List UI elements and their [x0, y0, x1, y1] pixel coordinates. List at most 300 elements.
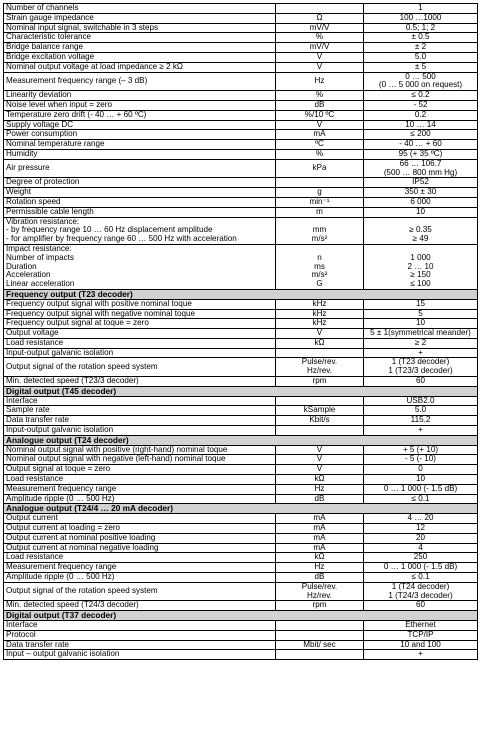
value-cell: [364, 377, 478, 387]
value-cell: [364, 52, 478, 62]
unit-text: Kbit/s: [309, 415, 330, 425]
param-cell: [4, 23, 276, 33]
param-text: Number of channels: [6, 3, 79, 12]
spec-row: [4, 406, 478, 416]
spec-row: [4, 23, 478, 33]
value-text: 2 … 10: [407, 261, 434, 271]
unit-cell: [276, 120, 364, 130]
section-title: [4, 611, 478, 621]
unit-cell: [276, 348, 364, 358]
unit-cell: [276, 329, 364, 339]
param-cell: [4, 630, 276, 640]
param-cell: [4, 445, 276, 455]
param-text: Nominal output signal with negative (left-hand) nominal toque: [6, 454, 226, 464]
unit-cell: [276, 188, 364, 198]
param-text: Input-output galvanic isolation: [6, 425, 114, 435]
value-text: 10: [415, 318, 425, 328]
param-cell: [4, 120, 276, 130]
param-text: - for amplifier by frequency range 60 … 500 Hz with acceleration: [6, 234, 237, 244]
value-text: 0 … 500: [405, 72, 436, 81]
value-text: + 5 (+ 10): [402, 445, 439, 454]
unit-cell: [276, 13, 364, 23]
param-text: Data transfer rate: [6, 415, 69, 425]
value-cell: [364, 43, 478, 53]
param-text: Output current at nominal positive loading: [6, 533, 156, 542]
value-cell: [364, 640, 478, 650]
value-text: 350 ± 30: [404, 187, 437, 197]
spec-row: [4, 130, 478, 140]
value-text: 4 … 20: [407, 513, 434, 523]
section-header: [4, 289, 478, 299]
value-text: 115.2: [410, 415, 431, 425]
unit-text: V: [316, 328, 323, 338]
unit-text: V: [316, 52, 323, 61]
spec-row: [4, 358, 478, 377]
unit-text: %: [315, 149, 324, 158]
param-text: Input-output galvanic isolation: [6, 348, 114, 357]
param-cell: [4, 43, 276, 53]
param-text: Min. detected speed (T23/3 decoder): [6, 376, 139, 386]
unit-text: kPa: [312, 163, 327, 173]
param-cell: [4, 207, 276, 217]
spec-row: [4, 178, 478, 188]
param-text: Rotation speed: [6, 197, 61, 206]
unit-text: mV/V: [309, 42, 330, 52]
value-cell: [364, 91, 478, 101]
unit-cell: [276, 543, 364, 553]
param-text: Nominal temperature range: [6, 139, 105, 149]
unit-cell: [276, 484, 364, 494]
value-text: 15: [415, 299, 425, 308]
value-text: 60: [415, 600, 425, 610]
param-text: Impact resistance:: [6, 244, 72, 253]
value-cell: [364, 533, 478, 543]
unit-cell: [276, 416, 364, 426]
unit-cell: [276, 110, 364, 120]
value-cell: [364, 426, 478, 436]
spec-row: [4, 475, 478, 485]
spec-row: [4, 217, 478, 244]
value-text: 0 … 1 000 (- 1.5 dB): [383, 562, 458, 572]
value-text: 66 … 106.7: [399, 159, 442, 168]
unit-cell: [276, 533, 364, 543]
section-title: [4, 289, 478, 299]
spec-row: [4, 52, 478, 62]
spec-row: [4, 377, 478, 387]
param-text: Bridge excitation voltage: [6, 52, 95, 61]
value-cell: [364, 62, 478, 72]
param-cell: [4, 178, 276, 188]
param-text: Amplitude ripple (0 … 500 Hz): [6, 494, 115, 503]
param-text: Load resistance: [6, 474, 64, 484]
unit-text: kSample: [303, 405, 336, 415]
unit-cell: [276, 358, 364, 377]
spec-row: [4, 426, 478, 436]
param-cell: [4, 13, 276, 23]
param-cell: [4, 244, 276, 289]
param-cell: [4, 640, 276, 650]
unit-text: mA: [313, 543, 326, 552]
value-text: 12: [415, 523, 425, 533]
param-cell: [4, 299, 276, 309]
param-cell: [4, 465, 276, 475]
param-text: Vibration resistance:: [6, 217, 80, 226]
param-text: Nominal input signal, switchable in 3 steps: [6, 23, 159, 32]
value-cell: [364, 4, 478, 14]
unit-cell: [276, 130, 364, 140]
value-cell: [364, 465, 478, 475]
unit-cell: [276, 445, 364, 455]
param-cell: [4, 62, 276, 72]
value-cell: [364, 130, 478, 140]
spec-row: [4, 319, 478, 329]
param-cell: [4, 358, 276, 377]
value-cell: [364, 244, 478, 289]
param-text: Nominal output voltage at load impedance ≥ 2 kΩ: [6, 62, 183, 71]
value-text: +: [418, 425, 423, 435]
param-cell: [4, 426, 276, 436]
param-text: Frequency output signal with negative nominal toque: [6, 309, 195, 318]
value-cell: [364, 140, 478, 150]
unit-cell: [276, 207, 364, 217]
value-text: ≥ 49: [412, 234, 429, 244]
param-cell: [4, 140, 276, 150]
section-title-text: Analogue output (T24/4 … 20 mA decoder): [6, 503, 174, 514]
param-text: Humidity: [6, 149, 38, 158]
unit-cell: [276, 72, 364, 91]
spec-row: [4, 91, 478, 101]
value-cell: [364, 445, 478, 455]
value-cell: [364, 573, 478, 583]
value-cell: [364, 149, 478, 159]
section-header: [4, 611, 478, 621]
value-text: 0.2: [414, 110, 427, 119]
value-cell: [364, 406, 478, 416]
unit-cell: [276, 650, 364, 660]
value-text: IP52: [412, 177, 429, 187]
value-text: ≤ 0.1: [411, 494, 430, 503]
param-cell: [4, 4, 276, 14]
param-cell: [4, 197, 276, 207]
unit-cell: [276, 178, 364, 188]
spec-row: [4, 120, 478, 130]
value-text: 1 000: [410, 252, 431, 262]
value-text: 0: [418, 464, 423, 474]
value-text: +: [418, 649, 423, 659]
spec-row: [4, 582, 478, 601]
unit-cell: [276, 621, 364, 631]
unit-cell: [276, 426, 364, 436]
value-text: 1 (T24 decoder): [391, 582, 450, 591]
unit-cell: [276, 514, 364, 524]
unit-text: rpm: [312, 376, 327, 386]
unit-cell: [276, 244, 364, 289]
value-text: - 5 (- 10): [404, 454, 437, 464]
unit-text: kΩ: [314, 338, 325, 347]
spec-row: [4, 573, 478, 583]
unit-cell: [276, 582, 364, 601]
unit-cell: [276, 91, 364, 101]
spec-row: [4, 43, 478, 53]
value-cell: [364, 630, 478, 640]
spec-row: [4, 4, 478, 14]
unit-cell: [276, 62, 364, 72]
param-text: Frequency output signal at toque = zero: [6, 318, 149, 328]
param-cell: [4, 91, 276, 101]
param-cell: [4, 650, 276, 660]
param-cell: [4, 33, 276, 43]
param-cell: [4, 309, 276, 319]
param-text: Permissible cable length: [6, 207, 94, 216]
param-cell: [4, 582, 276, 601]
param-text: Air pressure: [6, 163, 50, 173]
unit-cell: [276, 299, 364, 309]
unit-cell: [276, 23, 364, 33]
value-text: 1: [418, 3, 423, 12]
value-cell: [364, 582, 478, 601]
unit-text: min⁻¹: [309, 197, 330, 206]
param-text: Noise level when input = zero: [6, 100, 112, 109]
param-cell: [4, 217, 276, 244]
param-cell: [4, 188, 276, 198]
spec-row: [4, 601, 478, 611]
spec-row: [4, 244, 478, 289]
value-cell: [364, 72, 478, 91]
param-cell: [4, 338, 276, 348]
unit-cell: [276, 465, 364, 475]
spec-row: [4, 416, 478, 426]
unit-cell: [276, 601, 364, 611]
value-text: +: [418, 348, 423, 357]
section-title: [4, 504, 478, 514]
param-cell: [4, 563, 276, 573]
unit-cell: [276, 573, 364, 583]
unit-cell: [276, 338, 364, 348]
unit-text: mA: [313, 533, 326, 542]
value-text: 4: [418, 543, 423, 552]
unit-text: m: [316, 207, 323, 216]
value-text: Ethernet: [405, 620, 436, 629]
param-text: Duration: [6, 261, 37, 271]
unit-cell: [276, 149, 364, 159]
value-cell: [364, 159, 478, 178]
param-cell: [4, 72, 276, 91]
unit-cell: [276, 4, 364, 14]
value-cell: [364, 484, 478, 494]
param-cell: [4, 159, 276, 178]
param-text: Load resistance: [6, 552, 64, 562]
spec-row: [4, 455, 478, 465]
unit-cell: [276, 553, 364, 563]
value-cell: [364, 178, 478, 188]
unit-text: mV/V: [309, 23, 330, 32]
param-cell: [4, 601, 276, 611]
param-cell: [4, 52, 276, 62]
param-cell: [4, 100, 276, 110]
section-header: [4, 386, 478, 396]
spec-row: [4, 465, 478, 475]
param-cell: [4, 416, 276, 426]
value-cell: [364, 207, 478, 217]
value-text: 10: [415, 207, 425, 216]
value-cell: [364, 33, 478, 43]
spec-row: [4, 159, 478, 178]
unit-text: [278, 178, 361, 187]
unit-text: kΩ: [314, 474, 325, 484]
param-cell: [4, 573, 276, 583]
unit-text: Pulse/rev.: [301, 582, 338, 591]
unit-cell: [276, 377, 364, 387]
unit-text: V: [316, 445, 323, 454]
unit-text: rpm: [312, 600, 327, 610]
value-text: 100 …1000: [399, 13, 442, 22]
param-text: Output signal of the rotation speed system: [6, 586, 158, 596]
spec-row: [4, 543, 478, 553]
value-text: 95 (+ 35 ºC): [398, 149, 443, 158]
unit-text: [278, 4, 361, 13]
spec-row: [4, 524, 478, 534]
spec-row: [4, 309, 478, 319]
param-text: Output current: [6, 513, 58, 523]
unit-text: Hz/rev.: [306, 590, 333, 600]
value-cell: [364, 23, 478, 33]
value-text: TCP/IP: [407, 630, 434, 639]
unit-text: g: [317, 187, 322, 197]
unit-text: mA: [313, 129, 326, 139]
spec-row: [4, 553, 478, 563]
spec-row: [4, 396, 478, 406]
unit-text: m/s²: [311, 234, 328, 244]
specification-table: [3, 3, 478, 660]
value-cell: [364, 396, 478, 406]
unit-text: ºC: [315, 139, 324, 149]
unit-cell: [276, 33, 364, 43]
param-text: Strain gauge impedance: [6, 13, 94, 22]
param-text: Weight: [6, 187, 32, 197]
unit-text: m/s²: [311, 270, 328, 280]
value-cell: [364, 494, 478, 504]
unit-text: Hz: [314, 562, 325, 572]
value-text: 250: [413, 552, 428, 562]
unit-text: [278, 650, 361, 659]
unit-text: G: [316, 279, 323, 289]
unit-cell: [276, 217, 364, 244]
value-cell: [364, 13, 478, 23]
section-title-text: Digital output (T37 decoder): [6, 610, 117, 621]
unit-text: %/10 ºC: [304, 110, 335, 119]
value-cell: [364, 120, 478, 130]
value-cell: [364, 338, 478, 348]
param-cell: [4, 543, 276, 553]
unit-text: mA: [313, 513, 326, 523]
spec-row: [4, 348, 478, 358]
value-text: ≤ 0.2: [411, 90, 430, 100]
value-cell: [364, 358, 478, 377]
unit-cell: [276, 524, 364, 534]
value-cell: [364, 514, 478, 524]
spec-row: [4, 207, 478, 217]
value-text: 10: [415, 474, 425, 484]
value-text: ≥ 150: [410, 270, 431, 280]
spec-row: [4, 630, 478, 640]
param-text: Nominal output signal with positive (right-hand) nominal toque: [6, 445, 228, 454]
value-text: ≥ 2: [414, 338, 427, 347]
spec-sheet: [3, 3, 477, 660]
unit-text: [278, 621, 361, 630]
unit-text: dB: [314, 494, 325, 503]
param-cell: [4, 494, 276, 504]
unit-cell: [276, 140, 364, 150]
unit-text: Ω: [316, 13, 323, 22]
unit-text: V: [316, 120, 323, 129]
value-text: USB2.0: [406, 396, 435, 405]
param-text: Measurement frequency range: [6, 484, 117, 493]
value-text: (0 … 5 000 on request): [378, 80, 463, 90]
section-header: [4, 504, 478, 514]
unit-cell: [276, 563, 364, 573]
value-cell: [364, 217, 478, 244]
spec-row: [4, 445, 478, 455]
unit-text: ms: [314, 261, 325, 271]
param-text: Output signal at toque = zero: [6, 464, 111, 474]
value-text: 60: [415, 376, 425, 386]
param-text: Interface: [6, 620, 38, 629]
spec-row: [4, 13, 478, 23]
param-text: Interface: [6, 396, 38, 405]
value-text: 0.5; 1; 2: [405, 23, 436, 32]
value-text: 1 (T23 decoder): [391, 357, 450, 367]
unit-text: [278, 426, 361, 435]
value-text: ± 5: [414, 62, 427, 71]
unit-text: Mbit/ sec: [303, 640, 336, 649]
unit-text: Hz/rev.: [306, 366, 333, 376]
param-text: Output signal of the rotation speed system: [6, 361, 158, 371]
param-text: Degree of protection: [6, 177, 80, 187]
value-text: 5 ± 1(symmetrical meander): [370, 328, 471, 338]
unit-cell: [276, 100, 364, 110]
unit-text: kΩ: [314, 552, 325, 562]
value-text: ≥ 0.35: [409, 225, 432, 235]
value-text: 10 and 100: [400, 640, 441, 649]
spec-row: [4, 110, 478, 120]
param-cell: [4, 348, 276, 358]
value-cell: [364, 455, 478, 465]
param-text: Measurement frequency range: [6, 562, 117, 572]
unit-cell: [276, 640, 364, 650]
spec-row: [4, 72, 478, 91]
value-cell: [364, 524, 478, 534]
unit-text: [278, 349, 361, 358]
value-text: 1 (T23/3 decoder): [388, 366, 453, 376]
value-cell: [364, 110, 478, 120]
spec-row: [4, 100, 478, 110]
section-header: [4, 435, 478, 445]
unit-text: V: [316, 464, 323, 474]
value-text: - 52: [413, 100, 428, 109]
unit-cell: [276, 43, 364, 53]
value-cell: [364, 348, 478, 358]
value-cell: [364, 100, 478, 110]
param-text: - by frequency range 10 … 60 Hz displacement amplitude: [6, 225, 213, 235]
param-text: Output current at nominal negative loading: [6, 543, 159, 552]
param-text: Data transfer rate: [6, 640, 69, 649]
param-cell: [4, 553, 276, 563]
param-cell: [4, 319, 276, 329]
value-text: - 40 … + 60: [399, 139, 442, 149]
spec-row: [4, 563, 478, 573]
value-text: ≤ 100: [410, 279, 431, 289]
value-text: (500 … 800 mm Hg): [383, 167, 458, 177]
